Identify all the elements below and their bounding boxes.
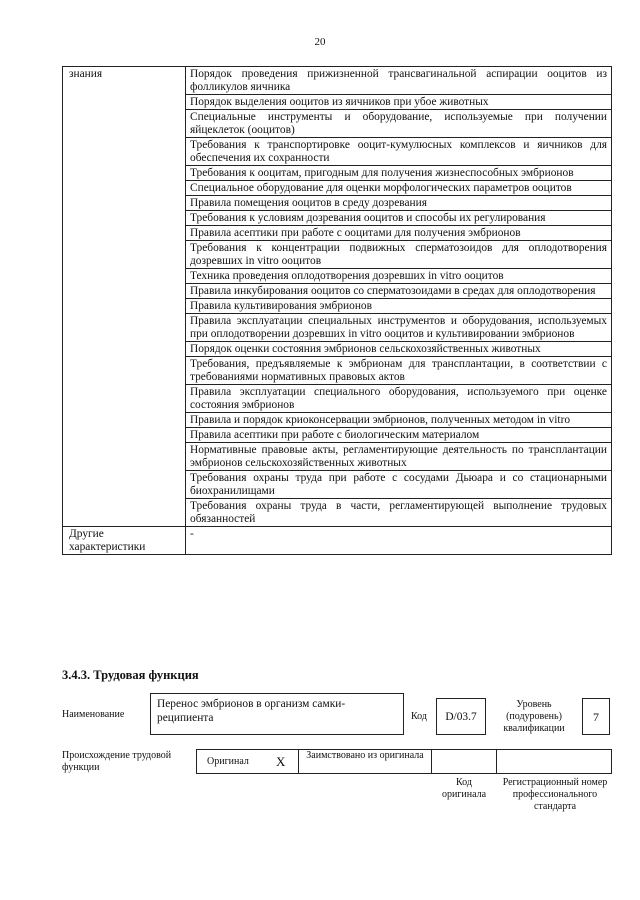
registration-number-cell [496,749,612,774]
other-characteristics-value: - [186,527,612,555]
origin-label: Происхождение трудовой функции [62,750,172,773]
original-code-caption: Код оригинала [441,777,487,800]
knowledge-item: Правила асептики при работе с ооцитами для получения эмбрионов [186,226,612,241]
other-characteristics-row [63,527,612,555]
original-mark: X [276,754,286,769]
knowledge-item: Техника проведения оплодотворения дозревших in vitro ооцитов [186,269,612,284]
knowledge-item: Правила эксплуатации специального оборудования, используемого при оценке состояния эмбрионов [186,385,612,413]
knowledge-item: Правила культивирования эмбрионов [186,299,612,314]
page-number: 20 [314,36,326,48]
knowledge-item: Требования к ооцитам, пригодным для получения жизнеспособных эмбрионов [186,166,612,181]
knowledge-item: Специальные инструменты и оборудование, используемые при получении яйцеклеток (ооцитов) [186,110,612,138]
code-value-box [436,698,486,735]
knowledge-item: Правила инкубирования ооцитов со сперматозоидами в средах для оплодотворения [186,284,612,299]
knowledge-row [63,67,612,95]
knowledge-table [62,66,612,555]
knowledge-item: Требования к условиям дозревания ооцитов и способы их регулирования [186,211,612,226]
original-label: Оригинал [207,756,249,767]
knowledge-item: Порядок выделения ооцитов из яичников при убое животных [186,95,612,110]
borrowed-label: Заимствовано из оригинала [306,750,424,761]
level-value-box [582,698,610,735]
knowledge-item: Специальное оборудование для оценки морфологических параметров ооцитов [186,181,612,196]
code-value: D/03.7 [445,711,477,723]
knowledge-item: Требования охраны труда при работе с сосудами Дьюара и со стационарными биохранилищами [186,471,612,499]
original-code-cell [431,749,497,774]
function-name-box [150,693,404,735]
knowledge-item: Правила асептики при работе с биологическим материалом [186,428,612,443]
knowledge-item: Правила эксплуатации специальных инструментов и оборудования, используемых при оплодотворении дозревших in vitro ооцитов и культивировании эмбрионов [186,314,612,342]
knowledge-item: Правила и порядок криоконсервации эмбрионов, полученных методом in vitro [186,413,612,428]
knowledge-item: Требования охраны труда в части, регламентирующей выполнение трудовых обязанностей [186,499,612,527]
registration-caption: Регистрационный номер профессионального стандарта [502,777,608,812]
borrowed-cell [298,749,432,774]
knowledge-item: Правила помещения ооцитов в среду дозревания [186,196,612,211]
knowledge-item: Требования к транспортировке ооцит-кумулюсных комплексов и яичников для обеспечения их сохранности [186,138,612,166]
knowledge-item: Нормативные правовые акты, регламентирующие деятельность по трансплантации эмбрионов сельскохозяйственных животных [186,443,612,471]
code-label: Код [411,711,427,722]
knowledge-item: Требования, предъявляемые к эмбрионам для трансплантации, в соответствии с требованиями нормативных правовых актов [186,357,612,385]
knowledge-label: знания [63,67,186,527]
other-characteristics-label: Другие характеристики [63,527,186,555]
name-label: Наименование [62,709,125,720]
function-name-value: Перенос эмбрионов в организм самки-реципиента [157,698,346,724]
knowledge-item: Требования к концентрации подвижных сперматозоидов для оплодотворения дозревших in vitro ооцитов [186,241,612,269]
level-label: Уровень (подуровень) квалификации [503,699,565,734]
knowledge-item: Порядок оценки состояния эмбрионов сельскохозяйственных животных [186,342,612,357]
level-value: 7 [593,710,599,724]
knowledge-item: Порядок проведения прижизненной трансвагинальной аспирации ооцитов из фолликулов яичника [186,67,612,95]
section-title: 3.4.3. Трудовая функция [62,668,199,682]
original-cell [196,749,299,774]
